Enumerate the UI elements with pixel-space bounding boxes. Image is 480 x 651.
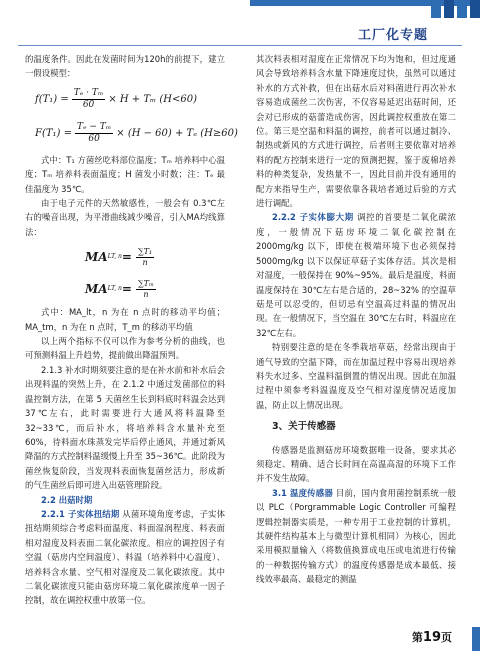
paragraph: 的温度条件。因此在发菌时间为120h的前提下，建立一假设模型： xyxy=(25,54,225,79)
inline-heading: 2.2.1 子实体扭结期 xyxy=(41,508,120,519)
paragraph: 以上两个指标不仅可以作为参考分析的曲线，也可预测料温上升趋势，提前做出降温预判。 xyxy=(25,336,225,361)
header-divider xyxy=(18,45,462,46)
paragraph: 传感器是监测菇房环境数据唯一设备，要求其必须稳定、精确、适合长时间在高温高湿的环境下工作并不发生故障。 xyxy=(256,444,456,484)
ma-denominator: n xyxy=(143,289,149,299)
section-heading: 3、关于传感器 xyxy=(272,421,336,433)
right-column xyxy=(256,52,456,587)
ma-eq: = xyxy=(121,250,132,265)
paragraph-text: 从菌环境角度考虑，子实体扭结期须综合考虑料面温度、料面湿润程度、料表面相对湿度及料表面二氧化碳浓度。相应的调控因子有空温（菇房内空间温度）、料温（培养料中心温度）、培养料含水量、空气相对湿度及二氧化碳浓度。其中二氧化碳浓度只能由菇房环境二氧化碳浓度单一因子控制，故在调控权重中放第一位。 xyxy=(25,508,226,606)
paragraph: 由于电子元件的天然敏感性，一般会有 0.3℃左右的噪音出现，为平滑曲线减少噪音，引入MA均线算法： xyxy=(25,198,225,237)
inline-heading: 3.1 温度传感器 xyxy=(272,487,333,498)
section-title: 工厂化专题 xyxy=(357,28,428,43)
ma-formula-1 xyxy=(85,243,225,271)
ma-lhs: MA xyxy=(85,250,108,265)
footer-decoration xyxy=(472,627,480,651)
formula-denominator: 60 xyxy=(88,134,100,145)
paragraph xyxy=(25,507,225,608)
formula-rest: × (H − 60) + Tₑ (H≥60) xyxy=(116,127,238,139)
formula-rest: × H + Tₘ (H<60) xyxy=(108,93,197,105)
ma-sub: LT, n xyxy=(107,253,122,261)
formula-lhs: f(T₁) = xyxy=(35,93,69,105)
formula-numerator: Tₑ · Tₘ xyxy=(73,88,104,99)
paragraph: 其次料表相对湿度在正常情况下均为饱和，但过度通风会导致培养料含水量下降速度过快，虽然可以通过补水的方式补救，但在出菇水后对料菌进行再次补水容易造成菌丝二次伤害，不仅容易延迟出菇时间，还会对已形成的菇蕾造成伤害，因此调控权重放在第二位。第三是空温和料温的调控，前者可以通过制冷、制热或新风的方式进行调控，后者则主要依靠对培养料的配方控制来进行一定的预测把握，鉴于废棉培养料的种类复杂，发热量不一，因此目前并没有通用的配方来指导生产，需要依靠各栽培者通过后验的方式进行调配。 xyxy=(256,54,456,209)
paragraph-text: 目前，国内食用菌控制系统一般以 PLC（Porgrammable Logic Controller 可编程逻辑控制器实质是，一种专用于工业控制的计算机，其硬件结构基本上与微型计算机相同）为核心，因此采用模拟量输入（将数值换算成电压或电流进行传输的一种数据传输方式）的温度传感器是成本最低、接线效率最高、最稳定的测温 xyxy=(256,487,456,585)
paragraph: 式中：T₁ 方菌丝吃料部位温度；Tₘ 培养料中心温度；Tₘ 培养料表面温度；H 菌发小时数；注：Tₑ 最佳温度为 35℃。 xyxy=(25,154,225,194)
paragraph: 2.1.3 补水时期须要注意的是在补水前和补水后会出现料温的突然上升，在 2.1.2 中通过发菌部位的料温控制方法，在第 5 天菌丝生长到料底时料温会达到 37℃左右，此时需要进行大通风将料温降至 32~33℃，而后补水，将培养料含水量补充至 60%，待料面水珠蒸发完毕后停止通风，并通过新风降温的方式控制料温缓慢上升至 35~36℃。此阶段为菌丝恢复阶段，当发现料表面恢复菌丝活力，形成新的气生菌丝后即可进入出菇管理阶段。 xyxy=(25,364,225,491)
ma-eq: = xyxy=(121,282,132,297)
page-value: 19 xyxy=(422,630,441,645)
ma-denominator: n xyxy=(142,257,148,267)
ma-numerator: ∑T₁ xyxy=(137,246,153,256)
formula-denominator: 60 xyxy=(82,100,95,111)
paragraph-text: 调控的首要是二氧化碳浓度，一般情况下菇房环境二氧化碳控制在 2000mg/kg 以下，即使在极端环境下也必须保持 5000mg/kg 以下以保证草菇子实体存活。其次是相对湿度，一般保持在 90%~95%。最后是温度，料面温度保持在 30℃左右是合适的，28~32% 的空温草菇是可以忍受的，但切忌有空温高过料温的情况出现。在一般情况下，当空温在 30℃左右时，料温应在 32℃左右。 xyxy=(256,212,456,338)
paragraph: 特别要注意的是在冬季栽培草菇，经常出现由于通气导致的空温下降，而在加温过程中容易出现培养料失水过多、空温料温倒置的情况出现。因此在加温过程中须参考料温温度及空气相对湿度情况适度加温，防止以上情况出现。 xyxy=(256,342,456,410)
ma-formula-2 xyxy=(85,275,225,303)
inline-heading: 2.2.2 子实体膨大期 xyxy=(272,212,354,223)
paragraph: 式中：MA_lt，n 为在 n 点时的移动平均值；MA_tm，n 为在 n 点时，T_m 的移动平均值 xyxy=(25,307,225,332)
page-number xyxy=(412,629,452,645)
header-decoration xyxy=(431,0,480,18)
page-suffix: 页 xyxy=(441,631,452,644)
ma-lhs: MA xyxy=(85,282,108,297)
ma-sub: LT, n xyxy=(107,285,122,293)
paragraph xyxy=(256,486,456,587)
formula-lhs: F(T₁) = xyxy=(35,127,72,139)
ma-numerator: ∑Tₘ xyxy=(137,278,154,288)
subsection-heading: 2.2 出菇时期 xyxy=(41,494,93,505)
formula-2 xyxy=(35,119,238,149)
formula-numerator: Tₑ − Tₘ xyxy=(76,122,112,133)
left-column xyxy=(25,52,238,608)
page-prefix: 第 xyxy=(411,631,423,644)
formula-1 xyxy=(35,85,225,115)
paragraph xyxy=(256,210,456,340)
